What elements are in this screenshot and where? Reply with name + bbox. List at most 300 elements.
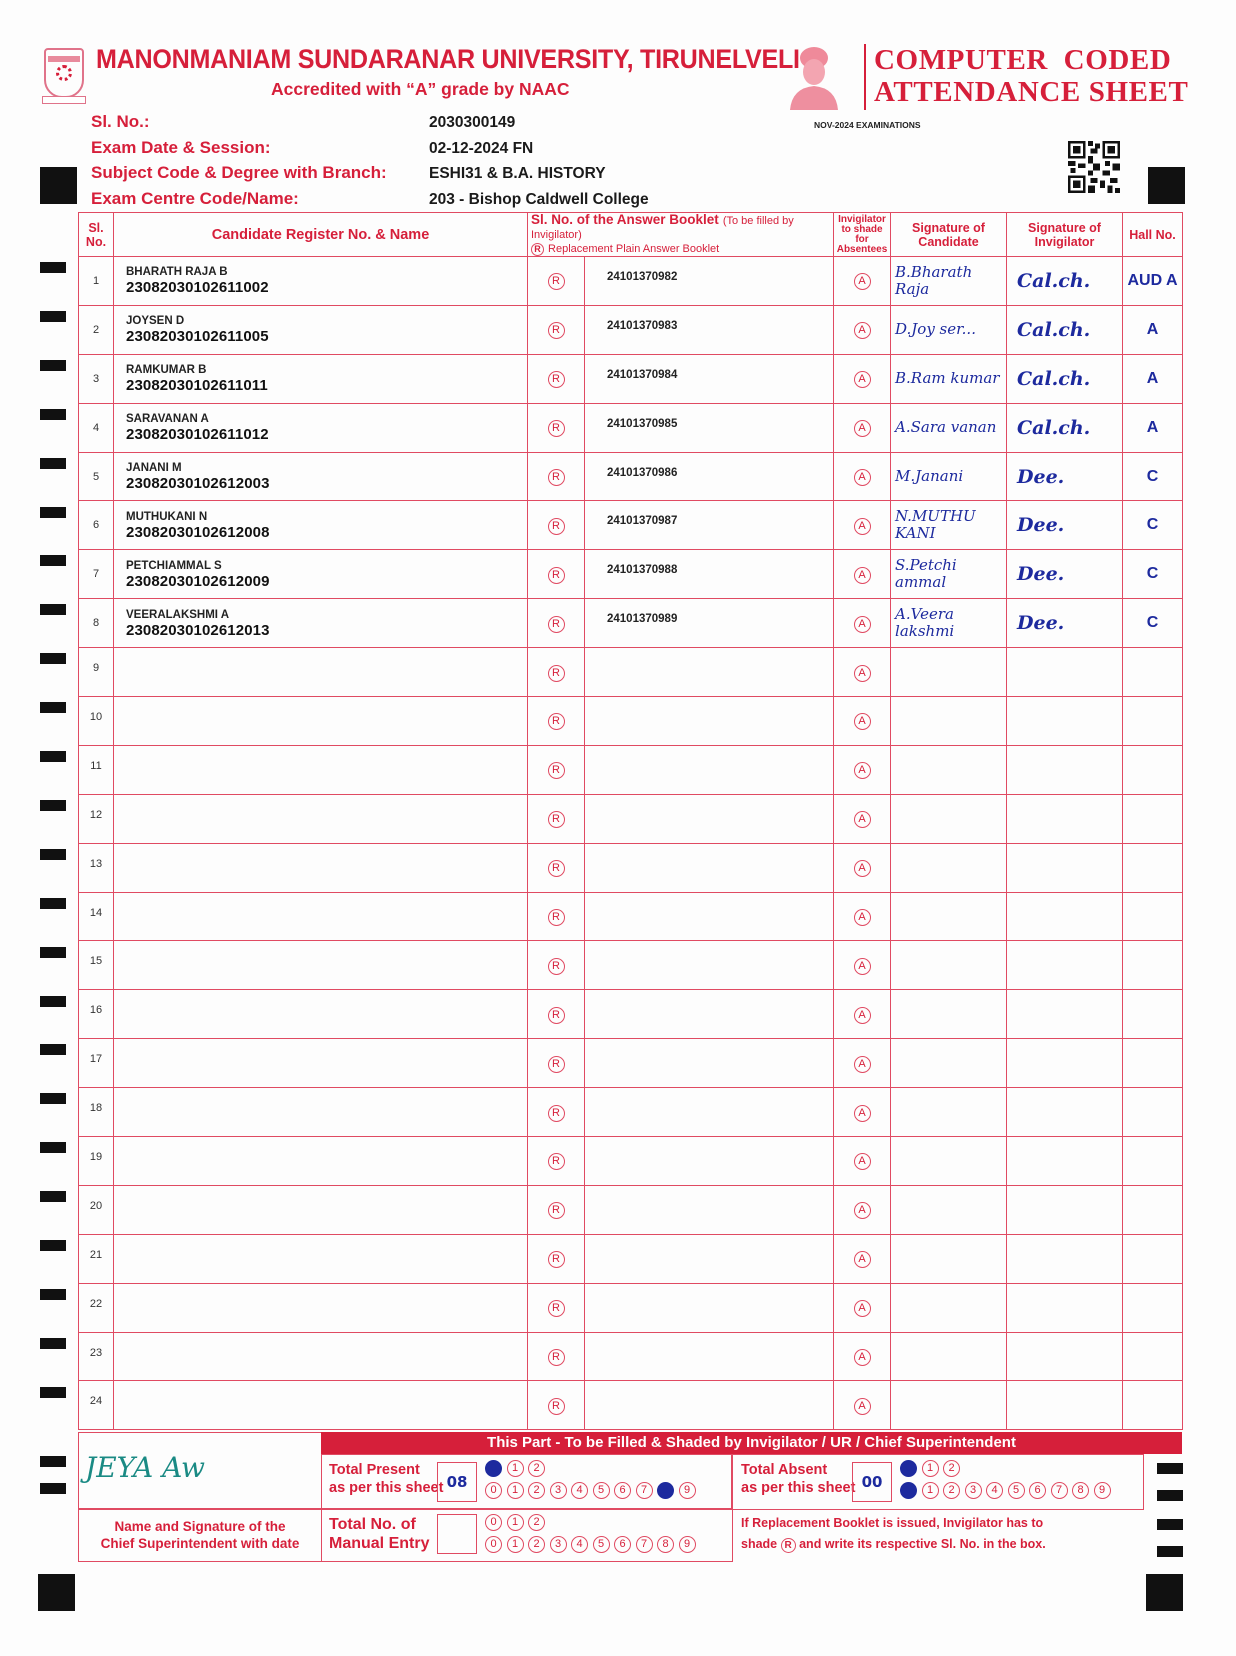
digit-bubble-3[interactable]: 3 <box>550 1482 567 1499</box>
booklet-number[interactable]: 24101370986 <box>585 452 834 501</box>
invigilator-signature[interactable] <box>1007 1234 1123 1283</box>
replacement-bubble-cell[interactable] <box>528 697 585 746</box>
present-units-bubbles[interactable] <box>485 1482 696 1499</box>
manual-entry-value[interactable] <box>437 1514 477 1554</box>
row-sl-no: 12 <box>79 794 114 843</box>
digit-bubble-5[interactable]: 5 <box>593 1536 610 1553</box>
digit-bubble-2[interactable]: 2 <box>943 1482 960 1499</box>
booklet-number[interactable]: 24101370982 <box>585 257 834 306</box>
replacement-bubble-cell[interactable] <box>528 1185 585 1234</box>
table-row <box>79 892 1183 941</box>
replacement-bubble[interactable]: R <box>548 1398 565 1415</box>
absent-bubble[interactable]: A <box>854 1202 871 1219</box>
hall-number[interactable] <box>1123 1332 1183 1381</box>
exam-session-note: NOV-2024 EXAMINATIONS <box>814 120 921 130</box>
booklet-number[interactable] <box>585 1185 834 1234</box>
replacement-bubble[interactable]: R <box>548 1105 565 1122</box>
total-absent-value[interactable]: 00 <box>852 1462 892 1502</box>
candidate-signature[interactable] <box>891 990 1007 1039</box>
timing-mark <box>40 702 66 713</box>
booklet-number[interactable]: 24101370984 <box>585 354 834 403</box>
absent-bubble-cell[interactable] <box>834 941 891 990</box>
candidate-signature[interactable] <box>891 1088 1007 1137</box>
absent-bubble-cell[interactable] <box>834 1039 891 1088</box>
candidate-signature[interactable]: M.Janani <box>891 452 1007 501</box>
replacement-bubble[interactable]: R <box>548 1153 565 1170</box>
digit-bubble-1[interactable]: 1 <box>922 1482 939 1499</box>
candidate-cell <box>114 403 528 452</box>
digit-bubble-1[interactable]: 1 <box>507 1482 524 1499</box>
replacement-bubble[interactable]: R <box>548 469 565 486</box>
invigilator-signature[interactable]: Cal.ch. <box>1007 354 1123 403</box>
invigilator-signature[interactable] <box>1007 1039 1123 1088</box>
booklet-number[interactable]: 24101370983 <box>585 305 834 354</box>
replacement-bubble[interactable]: R <box>548 909 565 926</box>
invigilator-signature[interactable] <box>1007 1185 1123 1234</box>
hall-number[interactable]: C <box>1123 452 1183 501</box>
booklet-number[interactable] <box>585 648 834 697</box>
absent-bubble[interactable]: A <box>854 273 871 290</box>
digit-bubble-7[interactable]: 7 <box>636 1482 653 1499</box>
absent-bubble[interactable]: A <box>854 518 871 535</box>
invigilator-signature[interactable]: Dee. <box>1007 599 1123 648</box>
hall-number[interactable]: A <box>1123 403 1183 452</box>
replacement-bubble-cell[interactable] <box>528 550 585 599</box>
absent-bubble-cell[interactable] <box>834 745 891 794</box>
digit-bubble-9[interactable]: 9 <box>1094 1482 1111 1499</box>
candidate-signature[interactable]: B.Bharath Raja <box>891 257 1007 306</box>
absent-bubble-cell[interactable] <box>834 550 891 599</box>
sl-no-label: Sl. No.: <box>91 112 150 131</box>
candidate-signature[interactable]: A.Sara vanan <box>891 403 1007 452</box>
digit-bubble-1[interactable]: 1 <box>507 1514 524 1531</box>
absent-bubble[interactable]: A <box>854 860 871 877</box>
candidate-signature[interactable] <box>891 941 1007 990</box>
total-present-value[interactable]: 08 <box>437 1462 477 1502</box>
digit-bubble-8[interactable]: 8 <box>657 1536 674 1553</box>
absent-bubble-cell[interactable] <box>834 501 891 550</box>
booklet-number[interactable] <box>585 1283 834 1332</box>
row-sl-no: 24 <box>79 1381 114 1430</box>
digit-bubble-0[interactable]: 0 <box>485 1482 502 1499</box>
absent-bubble[interactable]: A <box>854 958 871 975</box>
absent-bubble[interactable]: A <box>854 811 871 828</box>
candidate-signature[interactable] <box>891 1039 1007 1088</box>
timing-mark <box>40 1093 66 1104</box>
replacement-bubble-cell[interactable] <box>528 1088 585 1137</box>
absent-bubble[interactable]: A <box>854 1153 871 1170</box>
candidate-signature[interactable] <box>891 892 1007 941</box>
candidate-name: JOYSEN D <box>126 315 185 328</box>
digit-bubble-0[interactable]: 0 <box>485 1536 502 1553</box>
absent-bubble-cell[interactable] <box>834 1283 891 1332</box>
replacement-bubble-cell[interactable] <box>528 1332 585 1381</box>
absent-bubble[interactable]: A <box>854 1398 871 1415</box>
hall-number[interactable]: A <box>1123 354 1183 403</box>
booklet-number[interactable]: 24101370985 <box>585 403 834 452</box>
digit-bubble-4[interactable]: 4 <box>986 1482 1003 1499</box>
timing-mark <box>40 947 66 958</box>
hall-number[interactable] <box>1123 697 1183 746</box>
invigilator-signature[interactable]: Dee. <box>1007 452 1123 501</box>
digit-bubble-2[interactable]: 2 <box>943 1460 960 1477</box>
replacement-bubble-cell[interactable] <box>528 941 585 990</box>
invigilator-signature[interactable] <box>1007 1088 1123 1137</box>
candidate-signature[interactable] <box>891 794 1007 843</box>
chief-label-line2: Chief Superintendent with date <box>100 1536 300 1551</box>
absent-bubble-cell[interactable] <box>834 697 891 746</box>
hall-number[interactable] <box>1123 1088 1183 1137</box>
replacement-bubble[interactable]: R <box>548 860 565 877</box>
candidate-signature[interactable] <box>891 697 1007 746</box>
absent-tens-bubbles[interactable] <box>900 1460 960 1477</box>
digit-bubble-4[interactable]: 4 <box>571 1482 588 1499</box>
absent-bubble-cell[interactable] <box>834 990 891 1039</box>
register-number: 23082030102611012 <box>126 426 269 444</box>
register-number: 23082030102611005 <box>126 328 269 346</box>
digit-bubble-3[interactable]: 3 <box>965 1482 982 1499</box>
digit-bubble-2[interactable]: 2 <box>528 1460 545 1477</box>
table-row <box>79 1039 1183 1088</box>
absent-bubble[interactable]: A <box>854 371 871 388</box>
replacement-bubble-cell[interactable] <box>528 1137 585 1186</box>
absent-bubble[interactable]: A <box>854 713 871 730</box>
replacement-bubble[interactable]: R <box>548 371 565 388</box>
timing-mark <box>40 800 66 811</box>
digit-bubble-8[interactable]: 8 <box>657 1482 674 1499</box>
candidate-cell <box>114 1234 528 1283</box>
absent-bubble-cell[interactable] <box>834 354 891 403</box>
replacement-bubble[interactable]: R <box>548 1349 565 1366</box>
candidate-signature[interactable] <box>891 745 1007 794</box>
replacement-bubble[interactable]: R <box>548 1056 565 1073</box>
absent-bubble[interactable]: A <box>854 567 871 584</box>
row-sl-no: 6 <box>79 501 114 550</box>
replacement-bubble-cell[interactable] <box>528 1381 585 1430</box>
hall-number[interactable] <box>1123 1381 1183 1430</box>
absent-bubble-cell[interactable] <box>834 1381 891 1430</box>
table-row <box>79 745 1183 794</box>
invigilator-signature[interactable] <box>1007 941 1123 990</box>
total-absent-label: Total Absent <box>741 1462 828 1478</box>
booklet-number[interactable]: 24101370989 <box>585 599 834 648</box>
replacement-bubble[interactable]: R <box>548 958 565 975</box>
absent-bubble[interactable]: A <box>854 1300 871 1317</box>
replacement-bubble[interactable]: R <box>548 616 565 633</box>
replacement-bubble[interactable]: R <box>548 1251 565 1268</box>
replacement-bubble[interactable]: R <box>548 665 565 682</box>
timing-mark <box>40 262 66 273</box>
absent-bubble[interactable]: A <box>854 420 871 437</box>
digit-bubble-7[interactable]: 7 <box>636 1536 653 1553</box>
replacement-bubble[interactable]: R <box>548 1007 565 1024</box>
absent-bubble[interactable]: A <box>854 1105 871 1122</box>
candidate-signature[interactable]: N.MUTHU KANI <box>891 501 1007 550</box>
hall-number[interactable] <box>1123 648 1183 697</box>
header-booklet-sub: Replacement Plain Answer Booklet <box>548 243 720 255</box>
replacement-bubble-cell[interactable] <box>528 1283 585 1332</box>
replacement-bubble[interactable]: R <box>548 273 565 290</box>
replacement-bubble-cell[interactable] <box>528 354 585 403</box>
absent-bubble[interactable]: A <box>854 322 871 339</box>
booklet-number[interactable] <box>585 697 834 746</box>
booklet-number[interactable] <box>585 745 834 794</box>
manual-units-bubbles[interactable] <box>485 1536 696 1553</box>
absent-bubble[interactable]: A <box>854 665 871 682</box>
hall-number[interactable] <box>1123 1137 1183 1186</box>
absent-bubble[interactable]: A <box>854 1251 871 1268</box>
booklet-number[interactable] <box>585 1088 834 1137</box>
header-sl-no: Sl. No. <box>79 213 114 257</box>
absent-bubble-cell[interactable] <box>834 305 891 354</box>
table-row <box>79 1185 1183 1234</box>
replacement-bubble[interactable]: R <box>548 567 565 584</box>
absent-bubble-cell[interactable] <box>834 794 891 843</box>
timing-mark <box>40 751 66 762</box>
replacement-note-line1: If Replacement Booklet is issued, Invigilator has to <box>741 1516 1044 1530</box>
hall-number[interactable] <box>1123 941 1183 990</box>
registration-mark <box>1148 167 1185 204</box>
present-tens-bubbles[interactable] <box>485 1460 545 1477</box>
replacement-bubble-cell[interactable] <box>528 745 585 794</box>
note-shade-text: shade <box>741 1537 778 1551</box>
hall-number[interactable] <box>1123 990 1183 1039</box>
replacement-bubble-cell[interactable] <box>528 403 585 452</box>
timing-mark <box>40 409 66 420</box>
candidate-cell <box>114 1039 528 1088</box>
hall-number[interactable] <box>1123 843 1183 892</box>
absent-bubble-cell[interactable] <box>834 1088 891 1137</box>
candidate-signature[interactable] <box>891 1137 1007 1186</box>
timing-mark <box>40 458 66 469</box>
invigilator-signature[interactable] <box>1007 794 1123 843</box>
replacement-bubble-cell[interactable] <box>528 648 585 697</box>
replacement-bubble-cell[interactable] <box>528 1039 585 1088</box>
digit-bubble-2[interactable]: 2 <box>528 1514 545 1531</box>
title-divider <box>864 44 866 110</box>
invigilator-signature[interactable]: Dee. <box>1007 550 1123 599</box>
invigilator-signature[interactable] <box>1007 990 1123 1039</box>
timing-mark <box>40 1044 66 1055</box>
booklet-number[interactable] <box>585 892 834 941</box>
registration-mark <box>40 167 77 204</box>
absent-bubble-cell[interactable] <box>834 892 891 941</box>
table-row <box>79 1234 1183 1283</box>
invigilator-signature[interactable]: Dee. <box>1007 501 1123 550</box>
table-row <box>79 697 1183 746</box>
hall-number[interactable]: C <box>1123 501 1183 550</box>
replacement-bubble[interactable]: R <box>548 811 565 828</box>
absent-bubble[interactable]: A <box>854 616 871 633</box>
invigilator-signature[interactable]: Cal.ch. <box>1007 403 1123 452</box>
hall-number[interactable] <box>1123 892 1183 941</box>
candidate-signature[interactable] <box>891 1185 1007 1234</box>
table-row <box>79 794 1183 843</box>
university-name: MANONMANIAM SUNDARANAR UNIVERSITY, TIRUNELVELI <box>96 44 800 74</box>
invigilator-signature[interactable] <box>1007 892 1123 941</box>
invigilator-signature[interactable]: Cal.ch. <box>1007 305 1123 354</box>
timing-mark <box>40 604 66 615</box>
candidate-cell <box>114 892 528 941</box>
candidate-signature[interactable] <box>891 843 1007 892</box>
digit-bubble-3[interactable]: 3 <box>550 1536 567 1553</box>
hall-number[interactable] <box>1123 1283 1183 1332</box>
absent-bubble-cell[interactable] <box>834 1185 891 1234</box>
row-sl-no: 16 <box>79 990 114 1039</box>
candidate-signature[interactable]: S.Petchi ammal <box>891 550 1007 599</box>
invigilator-signature[interactable] <box>1007 843 1123 892</box>
absent-units-bubbles[interactable] <box>900 1482 1111 1499</box>
absent-bubble-cell[interactable] <box>834 599 891 648</box>
booklet-number[interactable] <box>585 1332 834 1381</box>
digit-bubble-0[interactable]: 0 <box>485 1514 502 1531</box>
digit-bubble-1[interactable]: 1 <box>507 1460 524 1477</box>
replacement-bubble[interactable]: R <box>548 1300 565 1317</box>
digit-bubble-7[interactable]: 7 <box>1051 1482 1068 1499</box>
booklet-number[interactable]: 24101370988 <box>585 550 834 599</box>
register-number: 23082030102612008 <box>126 523 270 541</box>
digit-bubble-6[interactable]: 6 <box>614 1482 631 1499</box>
hall-number[interactable]: A <box>1123 305 1183 354</box>
timing-mark <box>40 1483 66 1494</box>
candidate-signature[interactable]: B.Ram kumar <box>891 354 1007 403</box>
replacement-bubble[interactable]: R <box>548 420 565 437</box>
replacement-bubble-cell[interactable] <box>528 257 585 306</box>
replacement-bubble-cell[interactable] <box>528 305 585 354</box>
booklet-number[interactable] <box>585 1137 834 1186</box>
timing-mark <box>40 996 66 1007</box>
digit-bubble-9[interactable]: 9 <box>679 1482 696 1499</box>
replacement-bubble-cell[interactable] <box>528 452 585 501</box>
absent-bubble-cell[interactable] <box>834 1234 891 1283</box>
manual-tens-bubbles[interactable] <box>485 1514 545 1531</box>
hall-number[interactable] <box>1123 794 1183 843</box>
absent-bubble[interactable]: A <box>854 909 871 926</box>
digit-bubble-2[interactable]: 2 <box>528 1536 545 1553</box>
table-row <box>79 1332 1183 1381</box>
booklet-number[interactable] <box>585 843 834 892</box>
timing-mark <box>40 555 66 566</box>
absent-bubble[interactable]: A <box>854 1349 871 1366</box>
total-absent-sublabel: as per this sheet <box>741 1480 856 1496</box>
booklet-number[interactable] <box>585 794 834 843</box>
hall-number[interactable]: C <box>1123 599 1183 648</box>
digit-bubble-1[interactable]: 1 <box>507 1536 524 1553</box>
digit-bubble-6[interactable]: 6 <box>1029 1482 1046 1499</box>
replacement-bubble[interactable]: R <box>548 322 565 339</box>
candidate-signature[interactable] <box>891 648 1007 697</box>
booklet-number[interactable] <box>585 1039 834 1088</box>
digit-bubble-2[interactable]: 2 <box>528 1482 545 1499</box>
candidate-signature[interactable] <box>891 1283 1007 1332</box>
digit-bubble-1[interactable]: 1 <box>922 1460 939 1477</box>
invigilator-signature[interactable] <box>1007 1332 1123 1381</box>
invigilator-signature[interactable] <box>1007 745 1123 794</box>
hall-number[interactable] <box>1123 745 1183 794</box>
invigilator-signature[interactable] <box>1007 1283 1123 1332</box>
invigilator-signature[interactable] <box>1007 1137 1123 1186</box>
booklet-number[interactable] <box>585 1234 834 1283</box>
timing-mark <box>40 1191 66 1202</box>
replacement-bubble[interactable]: R <box>548 713 565 730</box>
absent-bubble[interactable]: A <box>854 1007 871 1024</box>
table-row <box>79 941 1183 990</box>
booklet-number[interactable] <box>585 1381 834 1430</box>
digit-bubble-8[interactable]: 8 <box>1072 1482 1089 1499</box>
absent-bubble-cell[interactable] <box>834 403 891 452</box>
candidate-cell <box>114 1137 528 1186</box>
candidate-signature[interactable]: D.Joy ser... <box>891 305 1007 354</box>
digit-bubble-0[interactable]: 0 <box>485 1460 502 1477</box>
candidate-cell <box>114 648 528 697</box>
digit-bubble-6[interactable]: 6 <box>614 1536 631 1553</box>
chief-label-box <box>78 1508 322 1562</box>
absent-bubble-cell[interactable] <box>834 257 891 306</box>
replacement-bubble-cell[interactable] <box>528 843 585 892</box>
digit-bubble-5[interactable]: 5 <box>593 1482 610 1499</box>
absent-bubble-cell[interactable] <box>834 843 891 892</box>
invigilator-signature[interactable]: Cal.ch. <box>1007 257 1123 306</box>
registration-mark <box>1146 1574 1183 1611</box>
invigilator-signature[interactable] <box>1007 1381 1123 1430</box>
hall-number[interactable]: C <box>1123 550 1183 599</box>
founder-portrait-icon <box>786 44 842 110</box>
absent-bubble[interactable]: A <box>854 1056 871 1073</box>
candidate-cell <box>114 745 528 794</box>
candidate-signature[interactable] <box>891 1234 1007 1283</box>
booklet-number[interactable] <box>585 990 834 1039</box>
candidate-signature[interactable] <box>891 1381 1007 1430</box>
hall-number[interactable] <box>1123 1039 1183 1088</box>
table-row <box>79 648 1183 697</box>
replacement-bubble[interactable]: R <box>548 762 565 779</box>
replacement-bubble-cell[interactable] <box>528 599 585 648</box>
digit-bubble-5[interactable]: 5 <box>1008 1482 1025 1499</box>
replacement-bubble[interactable]: R <box>548 1202 565 1219</box>
sheet-title-line2: ATTENDANCE SHEET <box>874 76 1189 108</box>
hall-number[interactable]: AUD A <box>1123 257 1183 306</box>
candidate-signature[interactable] <box>891 1332 1007 1381</box>
booklet-number[interactable] <box>585 941 834 990</box>
replacement-bubble-cell[interactable] <box>528 501 585 550</box>
hall-number[interactable] <box>1123 1185 1183 1234</box>
chief-signature-area[interactable] <box>78 1432 322 1510</box>
digit-bubble-0[interactable]: 0 <box>900 1482 917 1499</box>
invigilator-signature[interactable] <box>1007 648 1123 697</box>
replacement-bubble-cell[interactable] <box>528 892 585 941</box>
invigilator-signature[interactable] <box>1007 697 1123 746</box>
candidate-name: BHARATH RAJA B <box>126 266 228 279</box>
digit-bubble-0[interactable]: 0 <box>900 1460 917 1477</box>
digit-bubble-4[interactable]: 4 <box>571 1536 588 1553</box>
candidate-signature[interactable]: A.Veera lakshmi <box>891 599 1007 648</box>
digit-bubble-9[interactable]: 9 <box>679 1536 696 1553</box>
absent-bubble-cell[interactable] <box>834 648 891 697</box>
replacement-bubble-cell[interactable] <box>528 990 585 1039</box>
replacement-bubble-cell[interactable] <box>528 1234 585 1283</box>
absent-bubble[interactable]: A <box>854 762 871 779</box>
total-present-sublabel: as per this sheet <box>329 1480 444 1496</box>
replacement-bubble-cell[interactable] <box>528 794 585 843</box>
booklet-number[interactable]: 24101370987 <box>585 501 834 550</box>
absent-bubble-cell[interactable] <box>834 1137 891 1186</box>
replacement-bubble[interactable]: R <box>548 518 565 535</box>
absent-bubble-cell[interactable] <box>834 452 891 501</box>
hall-number[interactable] <box>1123 1234 1183 1283</box>
absent-bubble[interactable]: A <box>854 469 871 486</box>
chief-label-line1: Name and Signature of the <box>114 1519 286 1534</box>
absent-bubble-cell[interactable] <box>834 1332 891 1381</box>
